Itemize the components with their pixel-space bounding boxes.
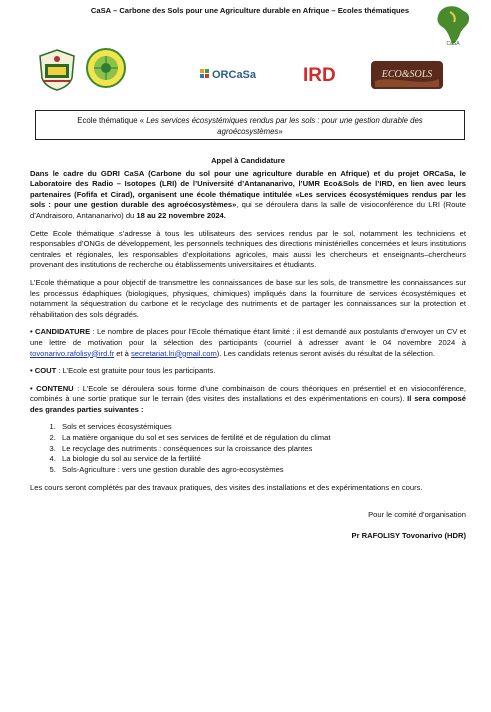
candidature-and: et à: [114, 348, 131, 358]
contenu-paragraph: [30, 384, 466, 416]
closing-paragraph: Les cours seront complétés par des travaux pratiques, des visites des installations et des expérimentations en cours.: [30, 483, 423, 493]
contenu-label: • CONTENU: [30, 383, 74, 393]
cout-paragraph: [30, 366, 466, 377]
university-seal-logo: [36, 48, 78, 92]
ird-logo-text: IRD: [303, 65, 336, 86]
banner-prefix: Ecole thématique «: [77, 116, 147, 125]
cout-label: • COUT: [30, 366, 57, 376]
candidature-text: : Le nombre de places pour l’Ecole thématique étant limité : il est demandé aux postulants d’envoyer un CV et une lettre de motivation pour la sélection des participants (courriel à adresser avant le 04 novembre 2024 à: [30, 327, 467, 347]
list-item: 1. Sols et services écosystémiques: [58, 422, 466, 433]
banner-suffix: »: [278, 127, 283, 136]
intro-part3: .: [223, 210, 226, 220]
casa-logo-text: CaSA: [446, 41, 460, 47]
objective-paragraph: L’Ecole thématique a pour objectif de transmettre les connaissances de base sur les sols, de transmettre les connaissances sur les processus édaphiques (biologiques, physiques, chimiques) impliqués dans la fourniture de services écosystémiques et notamment la séquestration du carbone et le recyclage des nutriments et de partager les connaissances sur la protection et réhabilitation des sols dégradés.: [30, 277, 466, 319]
intro-part1: Dans le cadre du GDRI CaSA (Carbone du sol pour une agriculture durable en Afrique) et du projet ORCaSa, le Laboratoire des Radio – Isotopes (LRI) de l’Université d’Antananarivo, l’UMR Eco&Sols de l’IRD, en lien avec leurs partenaires (Fofifa et Cirad), organisent une école thématique intitulée: [30, 168, 466, 199]
call-heading: Appel à Candidature: [211, 156, 285, 165]
cout-text: : L’Ecole est gratuite pour tous les participants.: [56, 366, 216, 376]
school-title-banner: [35, 110, 465, 140]
banner-title: Les services écosystémiques rendus par les sols : pour une gestion durable des agroécosystèmes: [146, 116, 423, 136]
candidature-paragraph: [30, 327, 466, 359]
course-parts-list: [30, 422, 466, 475]
lri-logo: [86, 47, 126, 89]
intro-dates: 18 au 22 novembre 2024: [136, 210, 224, 220]
document-body: [30, 156, 466, 548]
casa-logo: [432, 4, 474, 48]
email-link-secretariat[interactable]: secretariat.lri@gmail.com: [131, 348, 217, 358]
list-item: 2. La matière organique du sol et ses services de fertilité et de régulation du climat: [58, 433, 466, 444]
list-item: 3. Le recyclage des nutriments : conséquences sur la croissance des plantes: [58, 444, 466, 455]
contenu-bold: Il sera composé des grandes parties suivantes :: [30, 394, 466, 414]
ird-logo: [301, 62, 345, 86]
contenu-text: : L’Ecole se déroulera sous forme d’une combinaison de cours théoriques en présentiel et en visioconférence, combinés à une sortie pratique sur le terrain (des visites des installations et des expérimentations en cours).: [30, 383, 466, 404]
signature-committee: Pour le comité d’organisation: [368, 510, 466, 520]
orcasa-logo-text: ORCaSa: [212, 69, 257, 81]
candidature-end: ). Les candidats retenus seront avisés du résultat de la sélection.: [216, 348, 436, 358]
ecosols-logo-text: ECO&SOLS: [381, 69, 433, 80]
intro-title: «Les services écosystémiques rendus par les sols : pour une gestion durable des agroécosystèmes»: [30, 189, 467, 210]
audience-paragraph: Cette Ecole thématique s’adresse à tous les utilisateurs des services rendus par le sol, notamment les techniciens et responsables d’ONGs de développement, les personnels techniques des directions ministérielles concernées et leurs institutions centrales et régionales, les responsables d’exploitations agricoles, mais aussi les chercheurs et enseignants–chercheurs provenant des institutions de recherche ou établissements universitaires et étudiants.: [30, 228, 466, 270]
signature-name: Pr RAFOLISY Tovonarivo (HDR): [351, 530, 466, 540]
list-item: 4. La biologie du sol au service de la fertilité: [58, 454, 466, 465]
orcasa-logo: [200, 66, 270, 82]
candidature-label: • CANDIDATURE: [30, 327, 91, 337]
header-title: CaSA – Carbone des Sols pour une Agriculture durable en Afrique – Ecoles thématiques: [90, 6, 410, 15]
intro-paragraph: [30, 169, 466, 222]
list-item: 5. Sols-Agriculture : vers une gestion durable des agro-ecosystèmes: [58, 465, 466, 476]
email-link-rafolisy[interactable]: tovonarivo.rafolisy@ird.fr: [30, 348, 115, 358]
ecosols-logo: [371, 59, 443, 91]
intro-part2: , qui se déroulera dans la salle de visioconférence du LRI (Route d’Andraisoro, Antananarivo) du: [30, 200, 466, 220]
